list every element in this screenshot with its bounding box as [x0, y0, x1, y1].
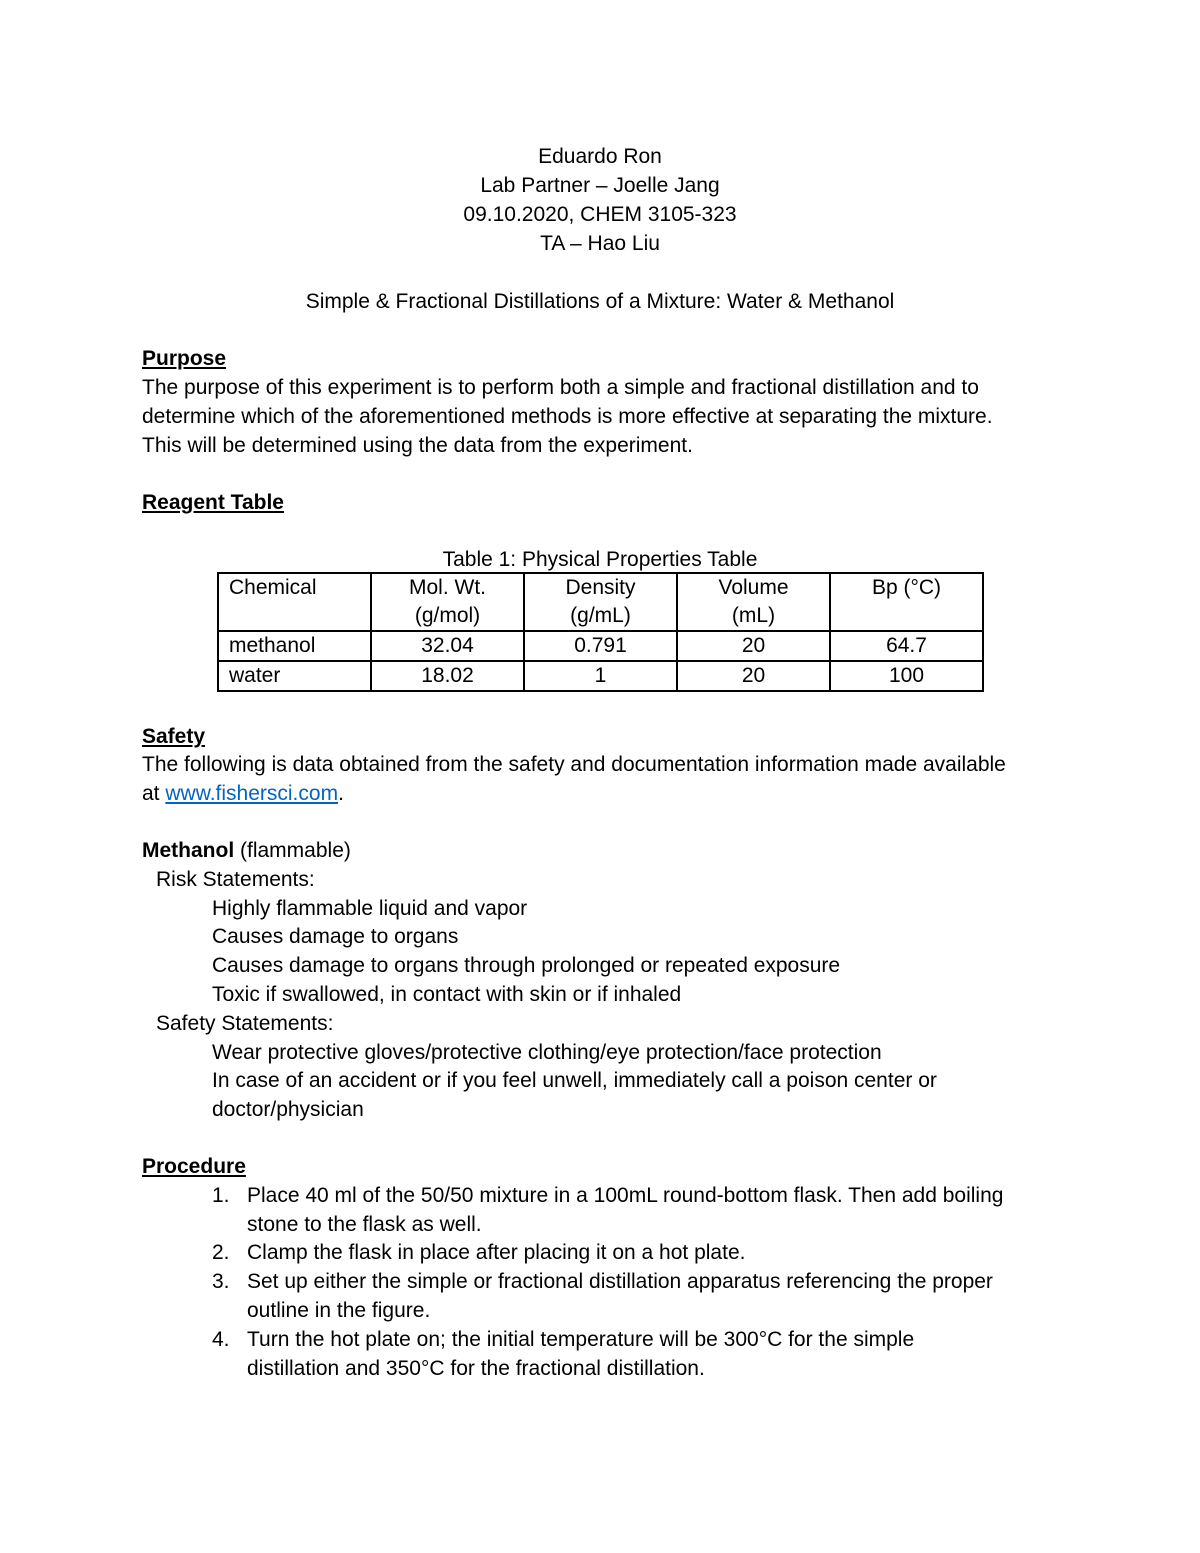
step-number: 1. [212, 1184, 230, 1207]
step-text: outline in the figure. [247, 1299, 431, 1322]
table-cell: water [218, 661, 371, 691]
methanol-name: Methanol [142, 839, 235, 862]
table-caption: Table 1: Physical Properties Table [442, 548, 758, 571]
table-cell: 1 [524, 661, 677, 691]
step-number: 4. [212, 1328, 230, 1351]
risk-statement: Toxic if swallowed, in contact with skin or if inhaled [212, 983, 682, 1006]
lab-partner: Lab Partner – Joelle Jang [480, 174, 720, 197]
fishersci-link[interactable]: www.fishersci.com [165, 782, 339, 805]
safety-source-line [142, 779, 344, 808]
risk-statements-label: Risk Statements: [156, 868, 315, 891]
step-number: 3. [212, 1270, 230, 1293]
column-header: Mol. Wt. (g/mol) [371, 573, 524, 631]
safety-statement: In case of an accident or if you feel unwell, immediately call a poison center or [212, 1069, 937, 1092]
safety-heading: Safety [142, 725, 206, 748]
purpose-heading: Purpose [142, 347, 227, 370]
safety-intro-line: The following is data obtained from the safety and documentation information made available [142, 753, 1006, 776]
column-header: Chemical [218, 573, 371, 631]
safety-statements-label: Safety Statements: [156, 1012, 334, 1035]
table-row [218, 631, 983, 661]
safety-source-suffix: . [338, 782, 344, 805]
date-course: 09.10.2020, CHEM 3105-323 [463, 203, 737, 226]
reagent-heading: Reagent Table [142, 491, 284, 514]
step-text: Set up either the simple or fractional distillation apparatus referencing the proper [247, 1270, 993, 1293]
safety-statement: doctor/physician [212, 1098, 364, 1121]
procedure-heading: Procedure [142, 1155, 246, 1178]
column-header: Density (g/mL) [524, 573, 677, 631]
table-row [218, 661, 983, 691]
safety-statement: Wear protective gloves/protective clothing/eye protection/face protection [212, 1041, 882, 1064]
table-cell: 0.791 [524, 631, 677, 661]
purpose-line: The purpose of this experiment is to perform both a simple and fractional distillation and to [142, 376, 979, 399]
table-cell: 20 [677, 631, 830, 661]
author-name: Eduardo Ron [538, 145, 662, 168]
step-text: Place 40 ml of the 50/50 mixture in a 100mL round-bottom flask. Then add boiling [247, 1184, 1004, 1207]
step-text: Clamp the flask in place after placing it on a hot plate. [247, 1241, 746, 1264]
table-cell: 32.04 [371, 631, 524, 661]
safety-source-prefix: at [142, 782, 166, 805]
table-cell: 20 [677, 661, 830, 691]
step-text: stone to the flask as well. [247, 1213, 482, 1236]
purpose-line: determine which of the aforementioned methods is more effective at separating the mixture. [142, 405, 993, 428]
methanol-qualifier: (flammable) [234, 839, 351, 862]
purpose-line: This will be determined using the data from the experiment. [142, 434, 693, 457]
document-title: Simple & Fractional Distillations of a Mixture: Water & Methanol [305, 290, 895, 313]
table-cell: methanol [218, 631, 371, 661]
column-header: Bp (°C) [830, 573, 983, 631]
methanol-title [142, 836, 351, 865]
physical-properties-table [217, 572, 984, 692]
column-header: Volume (mL) [677, 573, 830, 631]
step-text: distillation and 350°C for the fractional distillation. [247, 1357, 705, 1380]
risk-statement: Highly flammable liquid and vapor [212, 897, 528, 920]
table-header-row [218, 573, 983, 631]
risk-statement: Causes damage to organs [212, 925, 459, 948]
risk-statement: Causes damage to organs through prolonged or repeated exposure [212, 954, 841, 977]
teaching-assistant: TA – Hao Liu [540, 232, 660, 255]
step-text: Turn the hot plate on; the initial temperature will be 300°C for the simple [247, 1328, 915, 1351]
table-cell: 64.7 [830, 631, 983, 661]
table-cell: 18.02 [371, 661, 524, 691]
table-cell: 100 [830, 661, 983, 691]
step-number: 2. [212, 1241, 230, 1264]
